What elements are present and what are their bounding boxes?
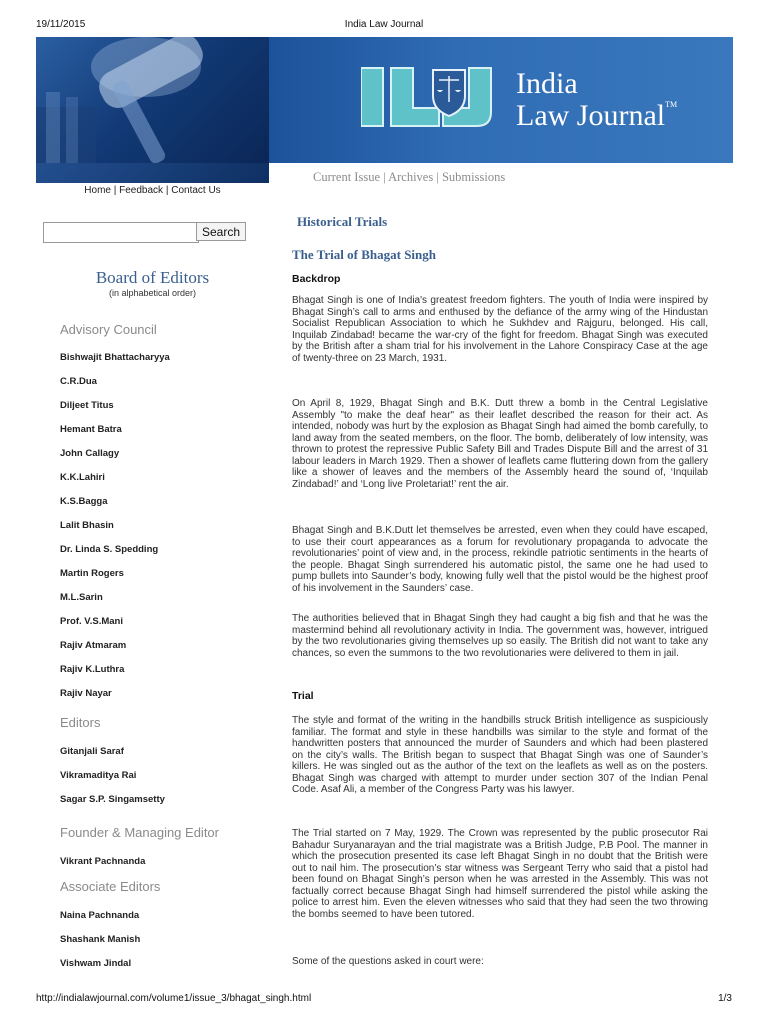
- home-link[interactable]: Home: [84, 185, 111, 196]
- paragraph: Bhagat Singh and B.K.Dutt let themselves be arrested, even when they could have escaped, to use their court appearances as a forum for revolutionary propaganda to advocate the revolutionaries’ point of view and, in the process, rekindle patriotic sentiments in the hearts of the people. Bhagat Singh surrendered his automatic pistol, the same one he had used to pump bullets into Saunder’s body, knowing fully well that the pistol would be the highest proof of his involvement in the Saunders’ case.: [292, 525, 708, 594]
- member-name: Rajiv Nayar: [60, 688, 112, 699]
- member-name: Sagar S.P. Singamsetty: [60, 794, 165, 805]
- member-name: Shashank Manish: [60, 934, 141, 945]
- contact-link[interactable]: Contact Us: [171, 185, 221, 196]
- gavel-image: [36, 37, 269, 163]
- print-header: [36, 19, 732, 33]
- nav-archives[interactable]: Archives: [388, 170, 434, 184]
- backdrop-heading: Backdrop: [292, 273, 341, 285]
- advisory-council-heading: Advisory Council: [60, 322, 157, 337]
- member-name: Dr. Linda S. Spedding: [60, 544, 159, 555]
- brand-line2: Law Journal: [516, 99, 666, 132]
- member-name: Rajiv Atmaram: [60, 640, 127, 651]
- member-name: Bishwajit Bhattacharyya: [60, 352, 170, 363]
- member-name: Gitanjali Saraf: [60, 746, 124, 757]
- nav-separator: |: [433, 170, 442, 184]
- paragraph: On April 8, 1929, Bhagat Singh and B.K. Dutt threw a bomb in the Central Legislative Assembly "to make the deaf hear" as their leaflet described the reason for their act. As intended, nobody was hurt by the explosion as Bhagat Singh had aimed the bomb carefully, to land away from the seated members, on the floor. The bomb, deliberately of low intensity, was thrown to protest the repressive Public Safety Bill and Trades Dispute Bill and the arrest of 31 labour leaders in March 1929. Then a shower of leaflets came fluttering down from the gallery like a shower of leaves and the members of the Assembly heard the sound of, ‘Inquilab Zindabad!’ and ‘Long live Proletariat!’ rent the air.: [292, 398, 708, 490]
- nav-submissions[interactable]: Submissions: [441, 170, 506, 184]
- member-name: Rajiv K.Luthra: [60, 664, 125, 675]
- brand-line1: India: [516, 67, 578, 100]
- top-links: [36, 185, 269, 196]
- member-name: Diljeet Titus: [60, 400, 114, 411]
- trademark: TM: [665, 100, 678, 109]
- trial-heading: Trial: [292, 690, 314, 702]
- member-name: Vishwam Jindal: [60, 958, 132, 969]
- search-button[interactable]: Search: [196, 222, 246, 241]
- site-banner: [36, 37, 733, 163]
- page-url: http://indialawjournal.com/volume1/issue_3/bhagat_singh.html: [36, 993, 312, 1004]
- associate-editors-heading: Associate Editors: [60, 879, 161, 894]
- paragraph: Some of the questions asked in court were:: [292, 956, 484, 967]
- paragraph: Bhagat Singh is one of India's greatest freedom fighters. The youth of India were inspired by Bhagat Singh’s call to arms and enthused by the defiance of the army wing of the Hindustan Socialist Republican Association to which he Sukhdev and Rajguru, belonged. His call, Inquilab Zindabad! became the war-cry of the fight for freedom. Bhagat Singh was executed by the British after a sham trial for his involvement in the Lahore Conspiracy Case at the age of twenty-three on 23 March, 1931.: [292, 295, 708, 364]
- ilj-logo: [361, 62, 511, 137]
- member-name: Vikrant Pachnanda: [60, 856, 146, 867]
- member-name: M.L.Sarin: [60, 592, 103, 603]
- member-name: John Callagy: [60, 448, 120, 459]
- top-nav: [313, 170, 505, 185]
- member-name: Naina Pachnanda: [60, 910, 140, 921]
- member-name: Prof. V.S.Mani: [60, 616, 123, 627]
- paragraph: The style and format of the writing in the handbills struck British intelligence as suspiciously familiar. The format and style in these handbills was similar to the style and format of the handwritten posters that announced the murder of Saunders and which had been plastered on the city’s walls. The British began to suspect that Bhagat Singh was one of Saunder’s killers. He was singled out as the author of the text on the leaflets as well as on the posters. Bhagat Singh was charged with attempt to murder under section 307 of the Indian Penal Code. Asaf Ali, a member of the Congress Party was his lawyer.: [292, 715, 708, 795]
- editors-heading: Editors: [60, 715, 101, 730]
- brand-name: [516, 69, 677, 131]
- member-name: Vikramaditya Rai: [60, 770, 137, 781]
- member-name: K.K.Lahiri: [60, 472, 105, 483]
- feedback-link[interactable]: Feedback: [119, 185, 164, 196]
- member-name: C.R.Dua: [60, 376, 97, 387]
- member-name: Lalit Bhasin: [60, 520, 114, 531]
- section-heading: Historical Trials: [297, 214, 388, 229]
- nav-current-issue[interactable]: Current Issue: [313, 170, 380, 184]
- print-footer: [36, 993, 732, 1007]
- search-input[interactable]: [43, 222, 199, 243]
- print-title: India Law Journal: [344, 19, 424, 30]
- banner-image-tail: [36, 163, 269, 183]
- gavel-icon: [36, 37, 269, 163]
- member-name: Hemant Batra: [60, 424, 122, 435]
- nav-separator: |: [380, 170, 389, 184]
- member-name: Martin Rogers: [60, 568, 124, 579]
- founder-heading: Founder & Managing Editor: [60, 825, 219, 840]
- member-name: K.S.Bagga: [60, 496, 108, 507]
- board-title: Board of Editors: [95, 268, 210, 287]
- print-date: 19/11/2015: [36, 19, 86, 30]
- article-title: The Trial of Bhagat Singh: [292, 247, 436, 262]
- paragraph: The Trial started on 7 May, 1929. The Crown was represented by the public prosecutor Rai Bahadur Suryanarayan and the trial magistrate was a British Judge, P.B Pool. The manner in which the prosecution presented its case left Bhagat Singh in no doubt that the British were out to nail him. The prosecution’s star witness was Sergeant Terry who said that a pistol had been found on Bhagat Singh’s person when he was arrested in the Assembly. This was not factually correct because Bhagat Singh had himself surrendered the pistol while asking the police to arrest him. Even the eleven witnesses who said that they had seen the two throwing the bombs seemed to have been tutored.: [292, 828, 708, 920]
- link-separator: |: [110, 185, 120, 196]
- link-separator: |: [163, 185, 172, 196]
- board-subtitle: (in alphabetical order): [108, 288, 197, 298]
- page-number: 1/3: [718, 993, 732, 1004]
- paragraph: The authorities believed that in Bhagat Singh they had caught a big fish and that he was the mastermind behind all revolutionary activity in India. The government was, however, intrigued by the two revolutionaries giving themselves up so easily. The British did not want to take any chances, so even the summons to the two revolutionaries were delivered to them in jail.: [292, 613, 708, 659]
